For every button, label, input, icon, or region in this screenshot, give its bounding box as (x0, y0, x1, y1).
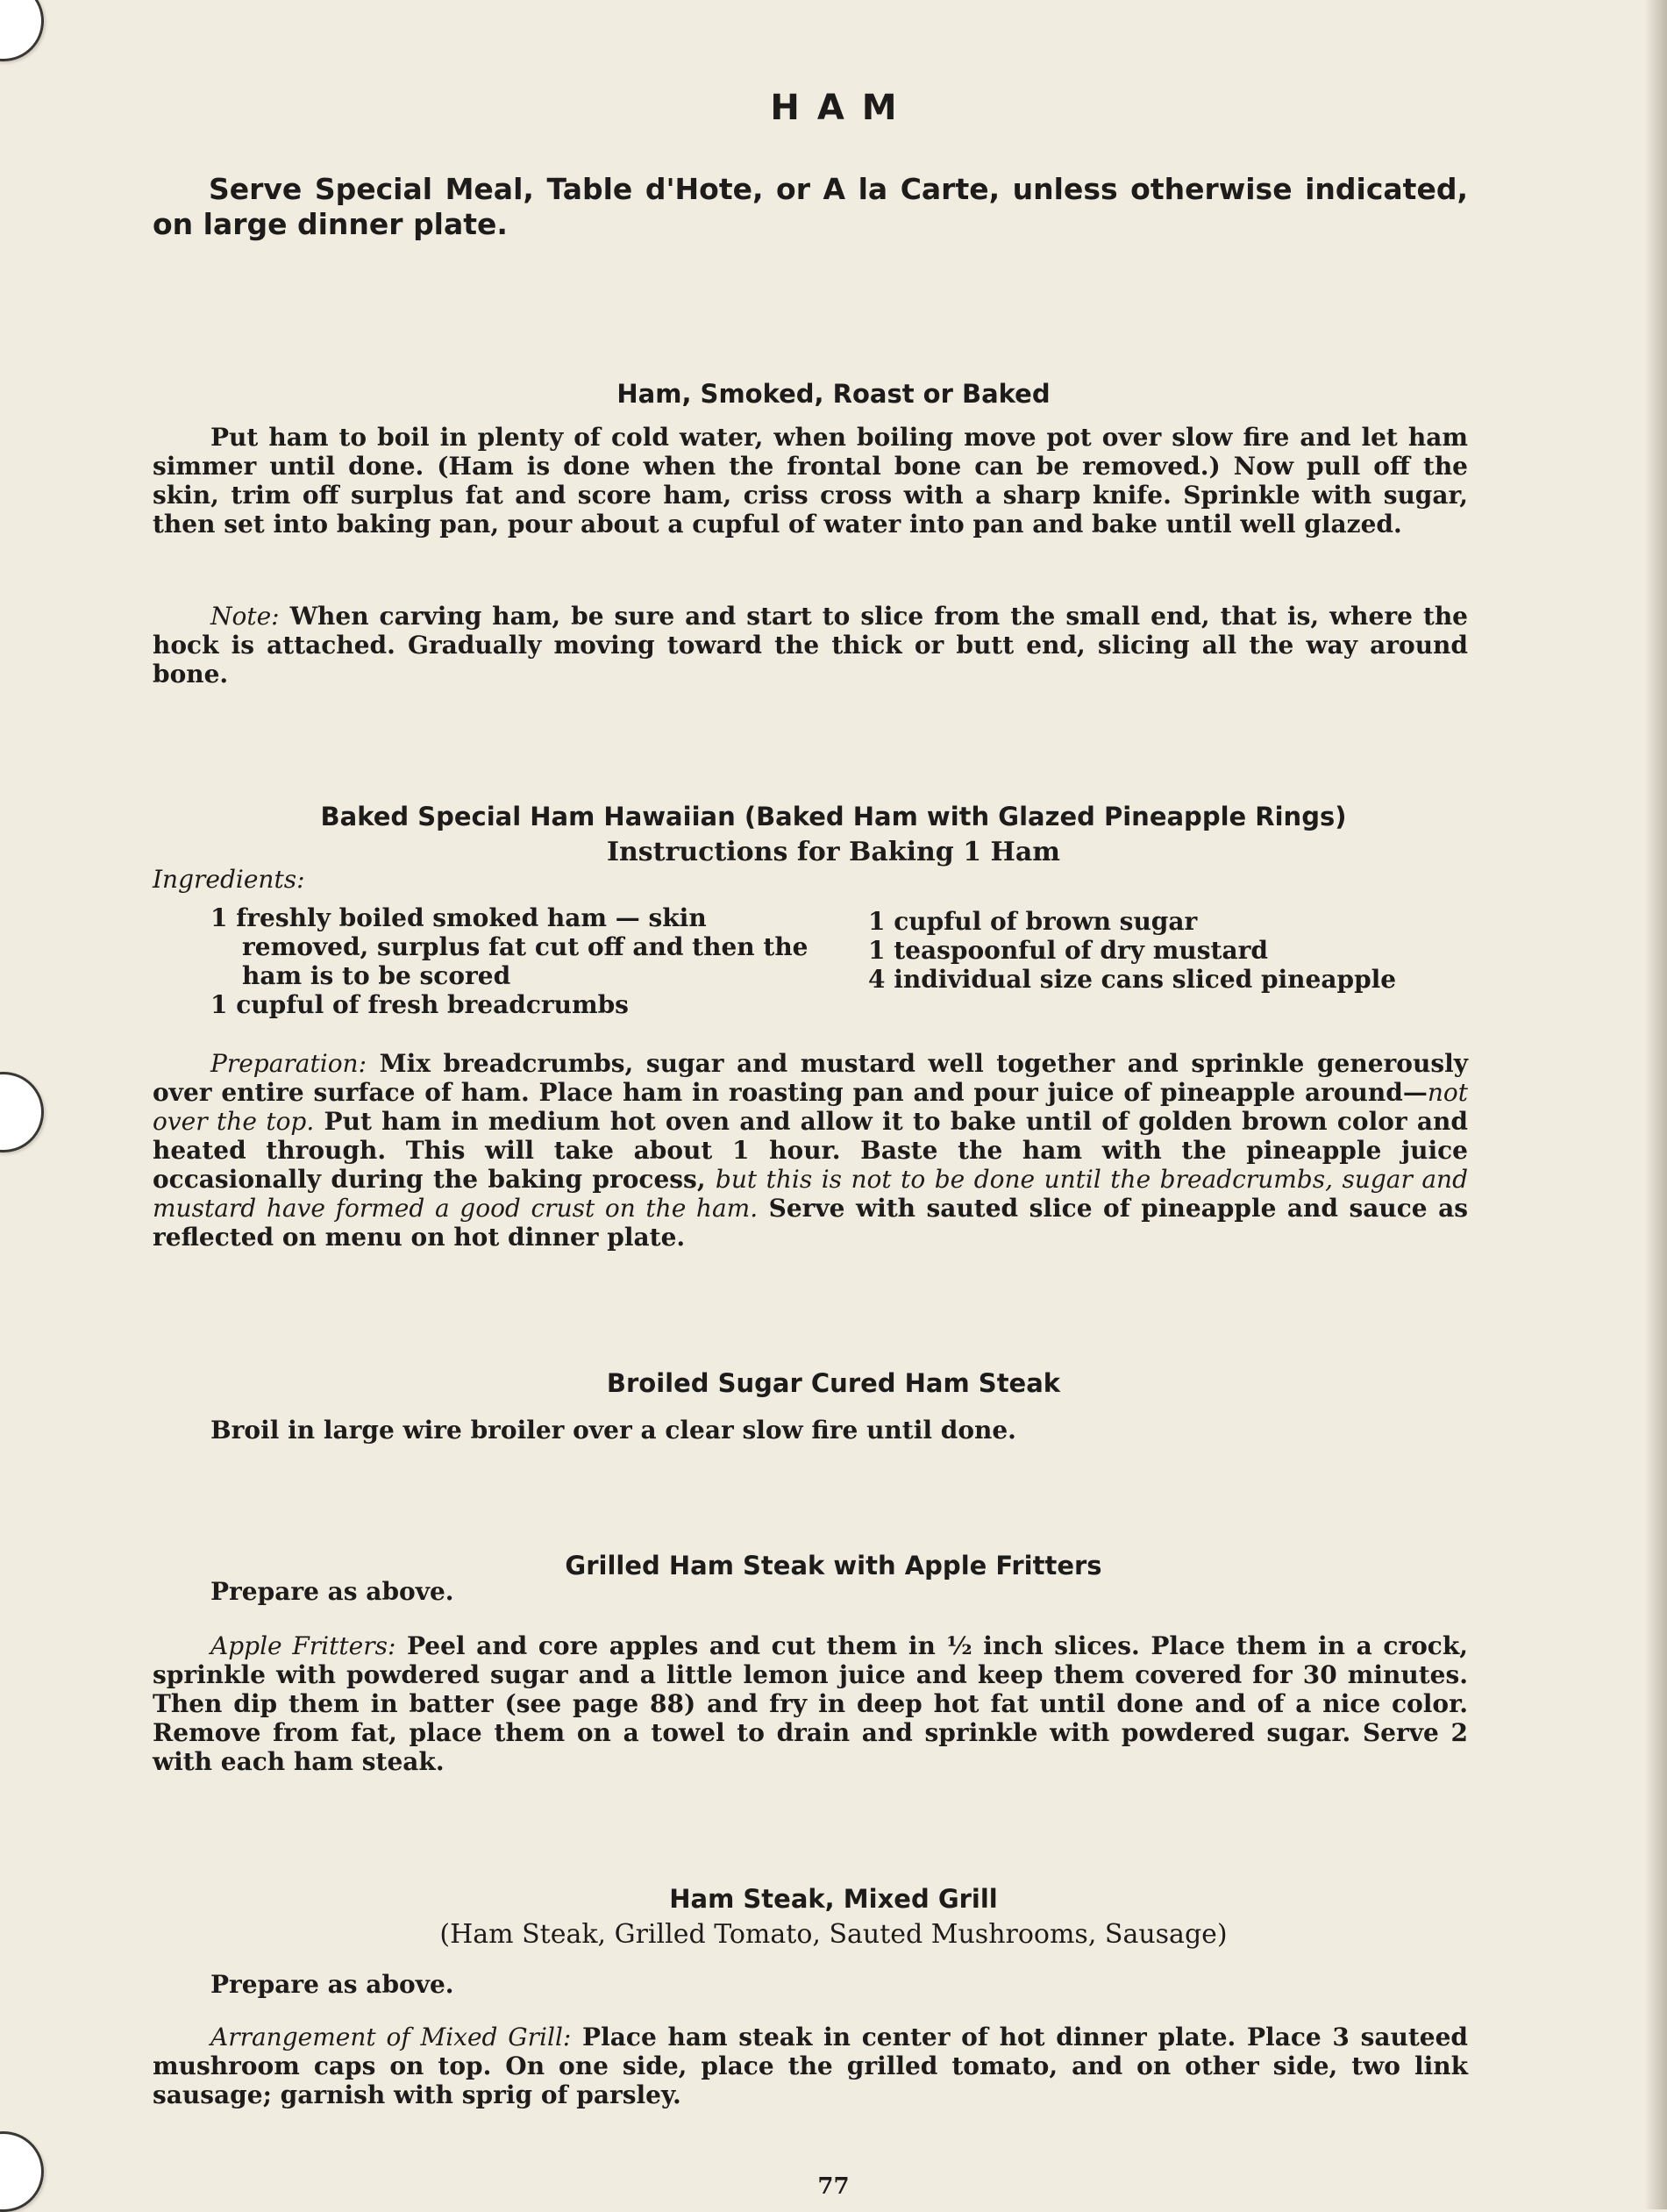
page-edge-shadow (1644, 0, 1667, 2209)
ingredient-item: 1 cupful of brown sugar (868, 907, 1198, 936)
fritters-prepare-line: Prepare as above. (210, 1577, 454, 1606)
arrangement-label: Arrangement of Mixed Grill: (210, 2023, 572, 2051)
intro-line-2: on large dinner plate. (153, 207, 508, 241)
hawaiian-subheading: Instructions for Baking 1 Ham (606, 837, 1061, 867)
prep-emphasis: but this is not to be done until the breadcrumbs, sugar and mustard have formed a good crust on the ham. (153, 1165, 1468, 1223)
binder-hole-bottom (0, 2131, 44, 2212)
roast-note (153, 602, 1468, 689)
ingredient-item: 4 individual size cans sliced pineapple (868, 965, 1397, 994)
ingredients-right-column (868, 907, 1447, 994)
section-heading-roast: Ham, Smoked, Roast or Baked (616, 379, 1051, 409)
ingredients-left-column (210, 903, 816, 1019)
note-label: Note: (210, 602, 280, 631)
ingredient-item: 1 cupful of fresh breadcrumbs (210, 990, 629, 1019)
preparation-label: Preparation: (210, 1049, 367, 1078)
fritters-text: Peel and core apples and cut them in ½ inch slices. Place them in a crock, sprinkle with powdered sugar and a little lemon juice and keep them covered for 30 minutes. Then dip them in batter (see page 88) and fry in deep hot fat until done and of a nice color. Remove from fat, place them on a towel to drain and sprinkle with powdered sugar. Serve 2 with each ham steak. (153, 1631, 1468, 1776)
fritters-paragraph (153, 1631, 1468, 1776)
mixed-grill-prepare-line: Prepare as above. (210, 1970, 454, 1999)
intro-text (153, 172, 1468, 242)
section-heading-mixed-grill: Ham Steak, Mixed Grill (669, 1884, 998, 1914)
intro-line-1: Serve Special Meal, Table d'Hote, or A la Carte, unless otherwise indicated, (209, 172, 1468, 206)
note-text: When carving ham, be sure and start to slice from the small end, that is, where the hock is attached. Gradually moving toward the thick or butt end, slicing all the way around bone. (153, 602, 1468, 689)
prep-emphasis: not over the top. (153, 1078, 1468, 1136)
hawaiian-preparation (153, 1049, 1468, 1252)
section-heading-broiled: Broiled Sugar Cured Ham Steak (606, 1368, 1061, 1398)
mixed-grill-arrangement (153, 2023, 1468, 2109)
roast-paragraph: Put ham to boil in plenty of cold water, when boiling move pot over slow fire and let ham simmer until done. (Ham is done when the frontal bone can be removed.) Now pull off the skin, trim off surplus fat and score ham, criss cross with a sharp knife. Sprinkle with sugar, then set into baking pan, pour about a cupful of water into pan and bake until well glazed. (153, 423, 1468, 539)
prep-text: Put ham in medium hot oven and allow it to bake until of golden brown color and heated through. This will take about 1 hour. Baste the ham with the pineapple juice occasionally during the baking process, (153, 1107, 1468, 1194)
ingredient-item: 1 teaspoonful of dry mustard (868, 936, 1268, 965)
ingredient-item: 1 freshly boiled smoked ham — skin removed, surplus fat cut off and then the ham is to be scored (210, 903, 809, 990)
mixed-grill-subheading: (Ham Steak, Grilled Tomato, Sauted Mushrooms, Sausage) (439, 1919, 1228, 1950)
prep-text: Serve with sauted slice of pineapple and sauce as reflected on menu on hot dinner plate. (153, 1194, 1469, 1252)
prep-text: Mix breadcrumbs, sugar and mustard well together and sprinkle generously over entire surface of ham. Place ham in roasting pan and pour juice of pineapple around— (153, 1049, 1468, 1107)
page-number: 77 (817, 2173, 850, 2200)
binder-hole-middle (0, 1072, 44, 1152)
ingredients-label: Ingredients: (153, 865, 305, 894)
page-title: HAM (770, 88, 915, 128)
binder-hole-top (0, 0, 44, 61)
arrangement-text: Place ham steak in center of hot dinner plate. Place 3 sauteed mushroom caps on top. On one side, place the grilled tomato, and on other side, two link sausage; garnish with sprig of parsley. (153, 2023, 1468, 2109)
section-heading-fritters: Grilled Ham Steak with Apple Fritters (565, 1551, 1102, 1581)
fritters-label: Apple Fritters: (210, 1631, 396, 1660)
section-heading-hawaiian: Baked Special Ham Hawaiian (Baked Ham with Glazed Pineapple Rings) (320, 802, 1347, 831)
broiled-text: Broil in large wire broiler over a clear slow fire until done. (210, 1416, 1016, 1445)
